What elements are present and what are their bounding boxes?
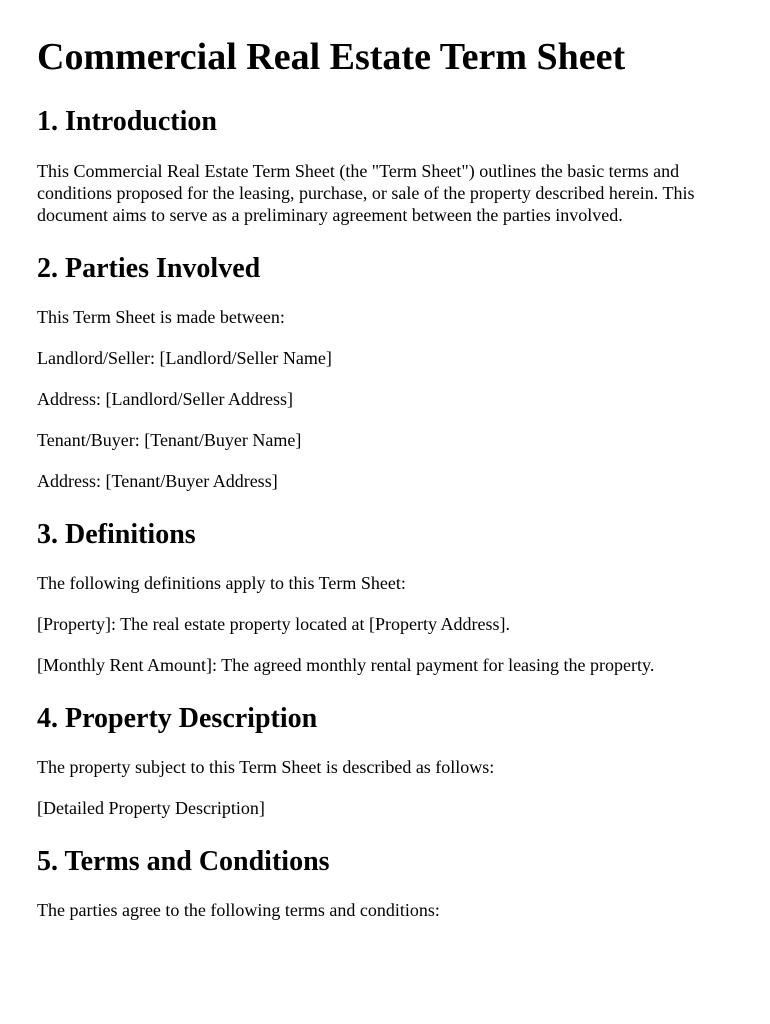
definition-property: [Property]: The real estate property located at [Property Address]. xyxy=(37,614,511,634)
section-heading-introduction: 1. Introduction xyxy=(37,106,217,137)
section-body-parties xyxy=(37,306,730,492)
section-body-property-description xyxy=(37,756,730,819)
tenant-address-line: Address: [Tenant/Buyer Address] xyxy=(37,471,278,491)
paragraph: The following definitions apply to this Term Sheet: xyxy=(37,573,406,593)
tenant-buyer-line: Tenant/Buyer: [Tenant/Buyer Name] xyxy=(37,430,302,450)
section-body-terms-and-conditions xyxy=(37,899,730,921)
paragraph: This Term Sheet is made between: xyxy=(37,307,285,327)
landlord-address-line: Address: [Landlord/Seller Address] xyxy=(37,389,293,409)
definition-monthly-rent: [Monthly Rent Amount]: The agreed monthly rental payment for leasing the property. xyxy=(37,655,655,675)
section-heading-property-description: 4. Property Description xyxy=(37,703,318,734)
paragraph: The property subject to this Term Sheet is described as follows: xyxy=(37,757,495,777)
section-body-definitions xyxy=(37,572,730,676)
paragraph: This Commercial Real Estate Term Sheet (the "Term Sheet") outlines the basic terms and conditions proposed for the leasing, purchase, or sale of the property described herein. This document aims to serve as a preliminary agreement between the parties involved. xyxy=(37,161,695,225)
document-title: Commercial Real Estate Term Sheet xyxy=(37,36,626,78)
section-body-introduction xyxy=(37,160,730,226)
section-heading-terms-and-conditions: 5. Terms and Conditions xyxy=(37,846,330,877)
property-description-placeholder: [Detailed Property Description] xyxy=(37,798,265,818)
section-heading-parties: 2. Parties Involved xyxy=(37,253,261,284)
paragraph: The parties agree to the following terms and conditions: xyxy=(37,900,440,920)
section-heading-definitions: 3. Definitions xyxy=(37,519,196,550)
landlord-seller-line: Landlord/Seller: [Landlord/Seller Name] xyxy=(37,348,332,368)
